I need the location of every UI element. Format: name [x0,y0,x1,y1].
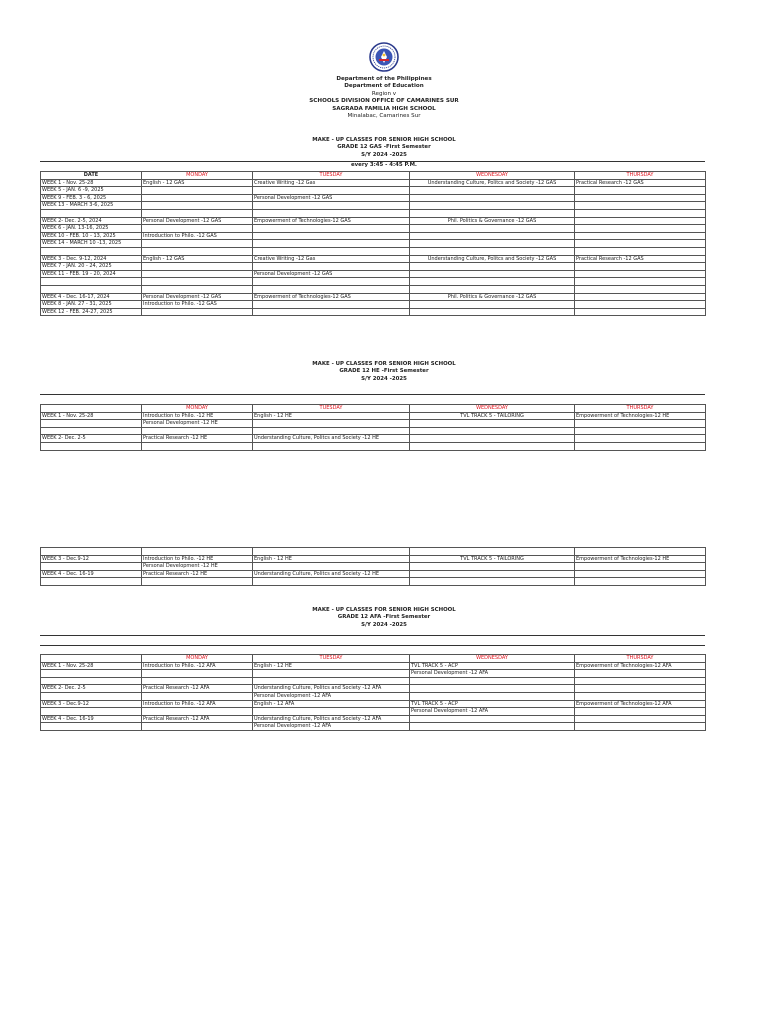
subject-cell [410,308,575,316]
table-row [41,225,706,233]
subject-cell: Personal Development -12 GAS [253,270,410,278]
date-cell [41,578,142,586]
table-row [41,278,706,286]
subject-cell [410,677,575,685]
subject-cell: Practical Research -12 HE [142,570,253,578]
subject-cell [253,301,410,309]
subject-cell [410,685,575,693]
subject-cell: Practical Research -12 AFA [142,685,253,693]
table-row [41,715,706,723]
column-header: THURSDAY [575,405,706,413]
subject-cell: Understanding Culture, Politcs and Society -12 AFA [253,715,410,723]
subject-cell: Personal Development -12 AFA [253,723,410,731]
date-cell [41,420,142,428]
subject-cell: Understanding Culture, Politcs and Society -12 AFA [253,685,410,693]
subject-cell: English - 12 GAS [142,255,253,263]
table-row [41,202,706,210]
table-row [41,232,706,240]
subject-cell [575,442,706,450]
date-cell [41,670,142,678]
subject-cell [142,209,253,217]
subject-cell [410,723,575,731]
subject-cell: Introduction to Philo. -12 HE [142,412,253,420]
subject-cell [410,435,575,443]
subject-cell [575,677,706,685]
table-row [41,270,706,278]
subject-cell [410,301,575,309]
date-cell [41,247,142,255]
subject-cell: Understanding Culture, Politcs and Society -12 HE [253,570,410,578]
table-row [41,217,706,225]
subject-cell: English - 12 HE [253,662,410,670]
date-cell: WEEK 6 - JAN. 13-16, 2025 [41,225,142,233]
school-header [0,76,768,120]
subject-cell [410,232,575,240]
gas-school-year: S/Y 2024 -2025 [361,151,407,158]
subject-cell [253,708,410,716]
date-cell [41,708,142,716]
subject-cell [410,263,575,271]
table-row [41,435,706,443]
subject-cell [575,420,706,428]
subject-cell [410,427,575,435]
subject-cell [410,285,575,293]
subject-cell [410,715,575,723]
subject-cell: Personal Development -12 GAS [142,293,253,301]
afa-top-rule [40,635,705,636]
subject-cell [575,308,706,316]
subject-cell: Introduction to Philo. -12 AFA [142,662,253,670]
date-cell: WEEK 4 - Dec. 16-19 [41,715,142,723]
subject-cell [410,692,575,700]
subject-cell: Personal Development -12 GAS [253,194,410,202]
subject-cell: Personal Development -12 AFA [253,692,410,700]
table-row [41,563,706,571]
subject-cell [253,578,410,586]
subject-cell [575,278,706,286]
subject-cell [142,247,253,255]
subject-cell [575,435,706,443]
subject-cell [575,225,706,233]
subject-cell [410,570,575,578]
date-cell: WEEK 2- Dec. 2-5 [41,685,142,693]
subject-cell [575,232,706,240]
subject-cell [142,708,253,716]
subject-cell [142,240,253,248]
header-line-5: SAGRADA FAMILIA HIGH SCHOOL [332,105,436,112]
subject-cell: Understanding Culture, Politcs and Society -12 HE [253,435,410,443]
deped-seal-icon [369,42,399,72]
subject-cell [575,247,706,255]
subject-cell: Practical Research -12 GAS [575,255,706,263]
date-cell [41,563,142,571]
subject-cell: Practical Research -12 GAS [575,179,706,187]
subject-cell: TVL TRACK 5 - TAILORING [410,412,575,420]
date-cell: WEEK 13 - MARCH 3-6, 2025 [41,202,142,210]
subject-cell [575,263,706,271]
date-cell: WEEK 1 - Nov. 25-28 [41,179,142,187]
date-cell: WEEK 8 - JAN. 27 - 31, 2025 [41,301,142,309]
table-row [41,700,706,708]
subject-cell [142,670,253,678]
table-row [41,194,706,202]
subject-cell: English - 12 AFA [253,700,410,708]
subject-cell: Introduction to Philo. -12 GAS [142,301,253,309]
date-cell: WEEK 5 - JAN. 6 -9, 2025 [41,187,142,195]
date-cell [41,278,142,286]
subject-cell: Personal Development -12 GAS [142,217,253,225]
subject-cell [410,240,575,248]
subject-cell: Personal Development -12 HE [142,563,253,571]
date-cell [41,209,142,217]
subject-cell [575,715,706,723]
subject-cell [575,708,706,716]
subject-cell [142,578,253,586]
subject-cell [575,293,706,301]
table-row [41,692,706,700]
table-row [41,209,706,217]
column-header: TUESDAY [253,172,410,180]
subject-cell [575,685,706,693]
subject-cell [142,225,253,233]
subject-cell [142,270,253,278]
subject-cell [575,202,706,210]
column-header [41,405,142,413]
header-line-4: SCHOOLS DIVISION OFFICE OF CAMARINES SUR [309,98,459,105]
date-cell: WEEK 4 - Dec. 16-17, 2024 [41,293,142,301]
column-header: MONDAY [142,655,253,663]
date-cell: WEEK 1 - Nov. 25-28 [41,662,142,670]
subject-cell [410,442,575,450]
column-header: TUESDAY [253,655,410,663]
table-row [41,548,706,556]
subject-cell [253,420,410,428]
subject-cell [575,692,706,700]
he-subtitle: GRADE 12 HE -First Semester [339,368,429,375]
header-row [41,655,706,663]
subject-cell [142,442,253,450]
afa-title: MAKE - UP CLASSES FOR SENIOR HIGH SCHOOL [312,607,456,613]
subject-cell [575,209,706,217]
date-cell: WEEK 3 - Dec. 9-12, 2024 [41,255,142,263]
date-cell: WEEK 7 - JAN. 20 - 24, 2025 [41,263,142,271]
subject-cell [410,187,575,195]
subject-cell: Empowerment of Technologies-12 HE [575,555,706,563]
subject-cell [410,247,575,255]
subject-cell [575,285,706,293]
subject-cell [253,209,410,217]
subject-cell [575,723,706,731]
table-row [41,301,706,309]
gas-schedule-table [40,171,706,316]
subject-cell [253,285,410,293]
subject-cell [575,563,706,571]
subject-cell [253,187,410,195]
date-cell: WEEK 2- Dec. 2-5, 2024 [41,217,142,225]
subject-cell [253,247,410,255]
subject-cell [410,278,575,286]
subject-cell [142,548,253,556]
date-cell: WEEK 9 - FEB. 3 - 6, 2025 [41,194,142,202]
subject-cell [410,578,575,586]
column-header: MONDAY [142,172,253,180]
gas-title: MAKE - UP CLASSES FOR SENIOR HIGH SCHOOL [312,137,456,143]
table-row [41,555,706,563]
subject-cell [575,427,706,435]
subject-cell: Introduction to Philo. -12 HE [142,555,253,563]
subject-cell: Phil. Politics & Governance -12 GAS [410,293,575,301]
subject-cell: Empowerment of Technologies-12 GAS [253,293,410,301]
column-header: MONDAY [142,405,253,413]
subject-cell [410,194,575,202]
afa-schedule-table [40,654,706,731]
column-header: DATE [41,172,142,180]
date-cell: WEEK 1 - Nov. 25-28 [41,412,142,420]
table-row [41,442,706,450]
date-cell [41,692,142,700]
date-cell [41,677,142,685]
subject-cell [410,209,575,217]
date-cell: WEEK 3 - Dec.9-12 [41,555,142,563]
subject-cell: Creative Writing -12 Gas [253,255,410,263]
table-row [41,677,706,685]
subject-cell: TVL TRACK 5 - ACP [410,700,575,708]
afa-mid-rule [40,645,705,646]
subject-cell: Introduction to Philo. -12 GAS [142,232,253,240]
subject-cell: Empowerment of Technologies-12 AFA [575,662,706,670]
table-row [41,570,706,578]
column-header: TUESDAY [253,405,410,413]
subject-cell [575,194,706,202]
subject-cell [142,308,253,316]
subject-cell [575,570,706,578]
subject-cell [253,225,410,233]
subject-cell: Understanding Culture, Politcs and Society -12 GAS [410,179,575,187]
subject-cell [253,308,410,316]
subject-cell: English - 12 HE [253,555,410,563]
subject-cell [575,301,706,309]
date-cell: WEEK 11 - FEB. 19 - 20, 2024 [41,270,142,278]
subject-cell: Personal Development -12 AFA [410,708,575,716]
column-header: THURSDAY [575,655,706,663]
date-cell: WEEK 4 - Dec. 16-19 [41,570,142,578]
subject-cell [253,240,410,248]
date-cell: WEEK 14 - MARCH 10 -13, 2025 [41,240,142,248]
subject-cell [410,270,575,278]
subject-cell [253,263,410,271]
subject-cell [410,420,575,428]
table-row [41,708,706,716]
subject-cell [410,548,575,556]
subject-cell: Phil. Politics & Governance -12 GAS [410,217,575,225]
subject-cell: Practical Research -12 AFA [142,715,253,723]
subject-cell [142,427,253,435]
subject-cell: English - 12 GAS [142,179,253,187]
date-cell [41,427,142,435]
date-cell [41,285,142,293]
table-row [41,412,706,420]
subject-cell [142,285,253,293]
date-cell: WEEK 3 - Dec.9-12 [41,700,142,708]
gas-section-heading [0,137,768,159]
date-cell [41,723,142,731]
table-row [41,578,706,586]
subject-cell: Empowerment of Technologies-12 GAS [253,217,410,225]
subject-cell [142,278,253,286]
column-header: WEDNESDAY [410,655,575,663]
subject-cell [575,270,706,278]
subject-cell: TVL TRACK 5 - TAILORING [410,555,575,563]
header-line-2: Department of Education [344,83,424,90]
subject-cell [142,677,253,685]
subject-cell: Creative Writing -12 Gas [253,179,410,187]
subject-cell [575,187,706,195]
subject-cell [142,263,253,271]
subject-cell [253,548,410,556]
header-line-3: Region v [371,90,397,97]
table-row [41,187,706,195]
date-cell: WEEK 10 - FEB. 10 - 13, 2025 [41,232,142,240]
subject-cell: Personal Development -12 AFA [410,670,575,678]
subject-cell [575,217,706,225]
table-row [41,247,706,255]
table-row [41,670,706,678]
table-row [41,263,706,271]
table-row [41,255,706,263]
he-schedule-table [40,404,706,451]
subject-cell [575,240,706,248]
subject-cell [253,677,410,685]
he-schedule-table-continued [40,547,706,586]
subject-cell [253,563,410,571]
subject-cell [410,225,575,233]
subject-cell [575,578,706,586]
subject-cell [253,232,410,240]
gas-time: every 3:45 - 4:45 P.M. [351,162,417,168]
subject-cell: Personal Development -12 HE [142,420,253,428]
subject-cell [253,202,410,210]
date-cell: WEEK 2- Dec. 2-5 [41,435,142,443]
table-row [41,240,706,248]
subject-cell [575,670,706,678]
subject-cell: Practical Research -12 HE [142,435,253,443]
subject-cell [253,278,410,286]
subject-cell [142,692,253,700]
column-header: THURSDAY [575,172,706,180]
subject-cell [253,670,410,678]
afa-section-heading [0,607,768,629]
subject-cell [410,202,575,210]
subject-cell [142,187,253,195]
subject-cell: Empowerment of Technologies-12 AFA [575,700,706,708]
subject-cell: Understanding Culture, Politcs and Society -12 GAS [410,255,575,263]
subject-cell: Empowerment of Technologies-12 HE [575,412,706,420]
header-row [41,172,706,180]
he-school-year: S/Y 2024 -2025 [361,375,407,382]
subject-cell: Introduction to Philo. -12 AFA [142,700,253,708]
subject-cell [142,194,253,202]
column-header: WEDNESDAY [410,405,575,413]
gas-subtitle: GRADE 12 GAS -First Semester [337,144,431,151]
table-row [41,293,706,301]
table-row [41,685,706,693]
subject-cell [142,202,253,210]
table-row [41,662,706,670]
subject-cell [142,723,253,731]
header-line-1: Department of the Philippines [336,76,432,82]
subject-cell: TVL TRACK 5 - ACP [410,662,575,670]
table-row [41,723,706,731]
afa-school-year: S/Y 2024 -2025 [361,621,407,628]
table-row [41,179,706,187]
he-title: MAKE - UP CLASSES FOR SENIOR HIGH SCHOOL [312,361,456,367]
column-header [41,655,142,663]
subject-cell [575,548,706,556]
date-cell: WEEK 12 - FEB. 24-27, 2025 [41,308,142,316]
subject-cell [410,563,575,571]
he-top-rule [40,394,705,395]
header-row [41,405,706,413]
header-line-6: Minalabac, Camarines Sur [347,113,421,120]
he-section-heading [0,361,768,383]
date-cell [41,548,142,556]
subject-cell [253,427,410,435]
afa-subtitle: GRADE 12 AFA -First Semester [337,614,431,621]
table-row [41,285,706,293]
date-cell [41,442,142,450]
table-row [41,427,706,435]
subject-cell [253,442,410,450]
table-row [41,420,706,428]
table-row [41,308,706,316]
subject-cell: English - 12 HE [253,412,410,420]
column-header: WEDNESDAY [410,172,575,180]
